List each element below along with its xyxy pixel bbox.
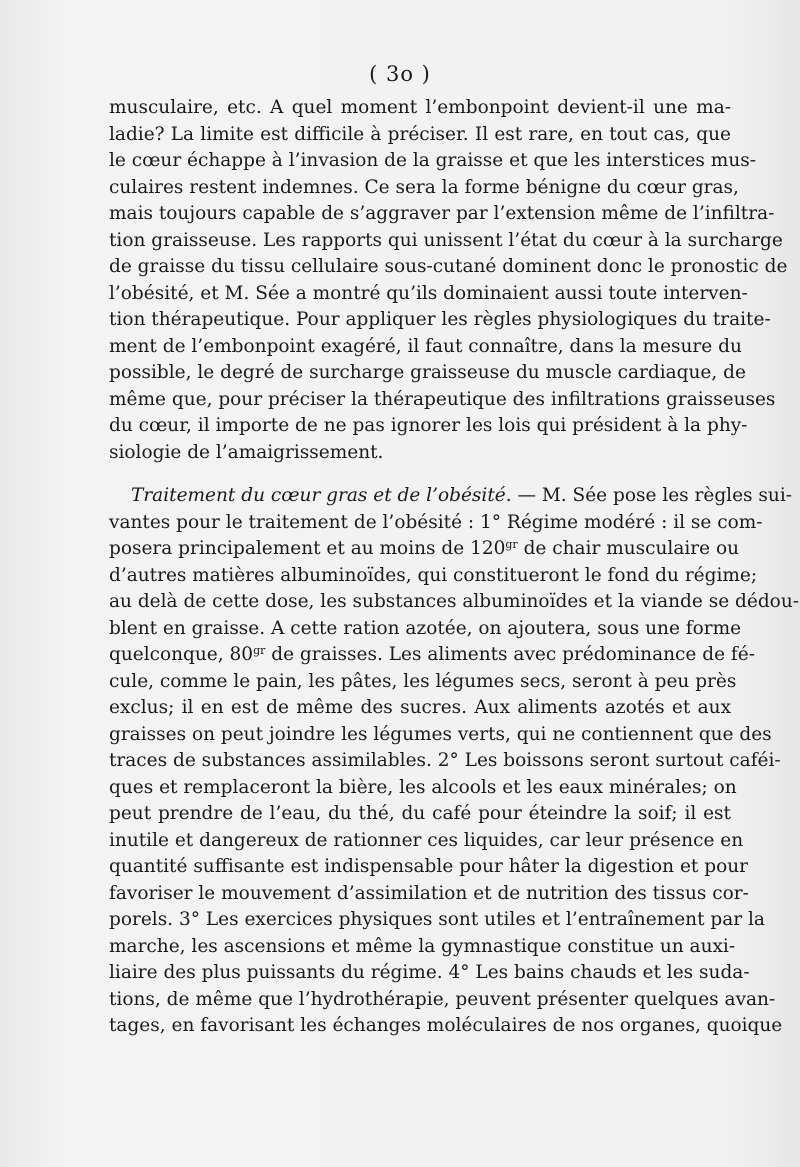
page-number: ( 3o ) bbox=[369, 62, 431, 86]
text-line: porels. 3° Les exercices physiques sont utiles et l’entraînement par la bbox=[109, 909, 765, 930]
text-line: siologie de l’amaigrissement. bbox=[109, 441, 384, 463]
text-line: blent en graisse. A cette ration azotée, on ajoutera, sous une forme bbox=[109, 617, 742, 639]
paragraph-2-heading-line bbox=[109, 483, 793, 510]
text-line: de graisse du tissu cellulaire sous-cutané dominent donc le pronostic de bbox=[109, 256, 788, 277]
text-line: traces de substances assimilables. 2° Les boissons seront surtout caféi- bbox=[109, 750, 781, 771]
text-line: au delà de cette dose, les substances albuminoïdes et la viande se dédou- bbox=[109, 591, 799, 612]
text-line: tions, de même que l’hydrothérapie, peuvent présenter quelques avan- bbox=[109, 988, 776, 1010]
text-line: quelconque, $80^{gr}$ de graisses. Les aliments avec prédominance de fé- bbox=[109, 644, 755, 665]
text-line: vantes pour le traitement de l’obésité : 1° Régime modéré : il se com- bbox=[109, 511, 763, 533]
text-line: peut prendre de l’eau, du thé, du café pour éteindre la soif; il est bbox=[109, 803, 731, 824]
text-line: quantité suffisante est indispensable pour hâter la digestion et pour bbox=[109, 856, 748, 877]
text-line: possible, le degré de surcharge graisseuse du muscle cardiaque, de bbox=[109, 362, 746, 383]
text-line: tion graisseuse. Les rapports qui unissent l’état du cœur à la surcharge bbox=[109, 229, 783, 251]
text-line: mais toujours capable de s’aggraver par l’extension même de l’infiltra- bbox=[109, 203, 775, 224]
text-line: le cœur échappe à l’invasion de la graisse et que les interstices mus- bbox=[109, 150, 756, 171]
text-line: l’obésité, et M. Sée a montré qu’ils dominaient aussi toute interven- bbox=[109, 282, 748, 304]
text-line: inutile et dangereux de rationner ces liquides, car leur présence en bbox=[109, 829, 744, 851]
heading-continuation: — M. Sée pose les règles sui- bbox=[511, 485, 793, 506]
text-line: du cœur, il importe de ne pas ignorer les lois qui président à la phy- bbox=[109, 415, 748, 436]
text-line: favoriser le mouvement d’assimilation et de nutrition des tissus cor- bbox=[109, 882, 749, 904]
text-line: d’autres matières albuminoïdes, qui constitueront le fond du régime; bbox=[109, 564, 758, 586]
text-line: posera principalement et au moins de $120^{gr}$ de chair musculaire ou bbox=[109, 538, 740, 559]
text-line: cule, comme le pain, les pâtes, les légumes secs, seront à peu près bbox=[109, 670, 737, 692]
text-line: tion thérapeutique. Pour appliquer les règles physiologiques du traite- bbox=[109, 309, 771, 330]
text-line: culaires restent indemnes. Ce sera la forme bénigne du cœur gras, bbox=[109, 176, 739, 198]
text-line: graisses on peut joindre les légumes verts, qui ne contiennent que des bbox=[109, 723, 772, 745]
text-line: ment de l’embonpoint exagéré, il faut connaître, dans la mesure du bbox=[109, 335, 742, 357]
paragraph-1 bbox=[109, 95, 788, 466]
text-line: ladie? La limite est difficile à préciser. Il est rare, en tout cas, que bbox=[109, 123, 731, 145]
text-line: même que, pour préciser la thérapeutique des infiltrations graisseuses bbox=[109, 388, 776, 410]
text-line: tages, en favorisant les échanges moléculaires de nos organes, quoique bbox=[109, 1015, 783, 1036]
text-line: musculaire, etc. A quel moment l’embonpoint devient-il une ma- bbox=[109, 97, 731, 118]
text-line: exclus; il en est de même des sucres. Aux aliments azotés et aux bbox=[109, 697, 731, 718]
text-line: ques et remplaceront la bière, les alcools et les eaux minérales; on bbox=[109, 776, 737, 798]
text-line: marche, les ascensions et même la gymnastique constitue un auxi- bbox=[109, 935, 736, 957]
text-line: liaire des plus puissants du régime. 4° Les bains chauds et les suda- bbox=[109, 962, 750, 983]
section-heading: Traitement du cœur gras et de l’obésité. bbox=[131, 485, 512, 506]
paragraph-2 bbox=[109, 483, 799, 1040]
